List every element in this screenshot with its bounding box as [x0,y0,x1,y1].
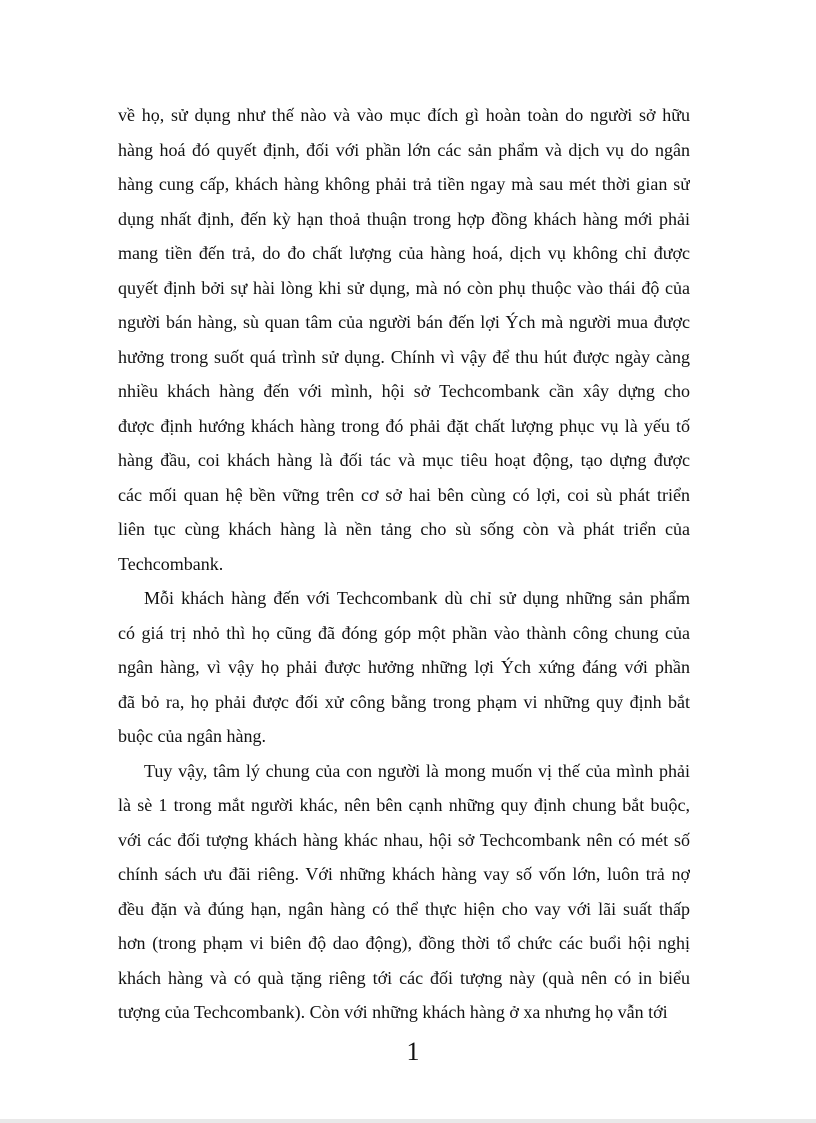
text-line: hàng hoá đó quyết định, đối với phần lớn các sản phẩm và dịch vụ do ngân [118,139,690,160]
text-line: ngân hàng, vì vậy họ phải được hưởng những lợi Ých xứng đáng với phần [118,657,690,677]
page-number: 1 [406,1037,420,1066]
text-line: người bán hàng, sù quan tâm của người bán đến lợi Ých mà người mua được [118,312,690,332]
text-line: dụng nhất định, đến kỳ hạn thoả thuận trong hợp đồng khách hàng mới phải [118,208,690,229]
text-line: các mối quan hệ bền vững trên cơ sở hai bên cùng có lợi, coi sù phát triển [118,484,690,505]
text-line: hơn (trong phạm vi biên độ dao động), đồng thời tổ chức các buổi hội nghị [118,933,690,953]
text-line: quyết định bởi sự hài lòng khi sử dụng, mà nó còn phụ thuộc vào thái độ của [118,277,690,298]
text-line: liên tục cùng khách hàng là nền tảng cho sù sống còn và phát triển của [118,519,690,539]
text-line: buộc của ngân hàng. [118,726,266,746]
text-line: tượng của Techcombank). Còn với những khách hàng ở xa nhưng họ vẫn tới [118,1002,668,1022]
body-text [118,98,690,1030]
text-line: về họ, sử dụng như thế nào và vào mục đích gì hoàn toàn do người sở hữu [118,105,690,125]
paragraph [118,98,690,581]
text-line: hưởng trong suốt quá trình sử dụng. Chính vì vậy để thu hút được ngày càng [118,346,690,367]
text-line: Techcombank. [118,553,224,574]
text-line: chính sách ưu đãi riêng. Với những khách hàng vay số vốn lớn, luôn trả nợ [118,864,690,884]
text-line: đều đặn và đúng hạn, ngân hàng có thể thực hiện cho vay với lãi suất thấp [118,898,690,919]
text-line: được định hướng khách hàng trong đó phải đặt chất lượng phục vụ là yếu tố [118,415,690,436]
text-line: khách hàng và có quà tặng riêng tới các đối tượng này (quà nên có in biểu [118,967,690,988]
text-line: hàng cung cấp, khách hàng không phải trả tiền ngay mà sau mét thời gian sử [118,174,690,194]
page-bottom-edge [0,1119,816,1123]
text-line: đã bỏ ra, họ phải được đối xử công bằng trong phạm vi những quy định bắt [118,691,690,712]
text-line: với các đối tượng khách hàng khác nhau, hội sở Techcombank nên có mét số [118,829,690,850]
text-line: Tuy vậy, tâm lý chung của con người là mong muốn vị thế của mình phải [144,760,690,781]
text-line: Mỗi khách hàng đến với Techcombank dù chỉ sử dụng những sản phẩm [144,588,690,608]
text-line: mang tiền đến trả, do đo chất lượng của hàng hoá, dịch vụ không chỉ được [118,243,690,263]
text-line: là sè 1 trong mắt người khác, nên bên cạnh những quy định chung bắt buộc, [118,795,690,815]
text-line: hàng đầu, coi khách hàng là đối tác và mục tiêu hoạt động, tạo dựng được [118,450,690,470]
paragraph [118,581,690,754]
paragraph [118,754,690,1030]
text-line: nhiều khách hàng đến với mình, hội sở Techcombank cần xây dựng cho [118,381,690,401]
text-line: có giá trị nhỏ thì họ cũng đã đóng góp một phần vào thành công chung của [118,622,690,643]
